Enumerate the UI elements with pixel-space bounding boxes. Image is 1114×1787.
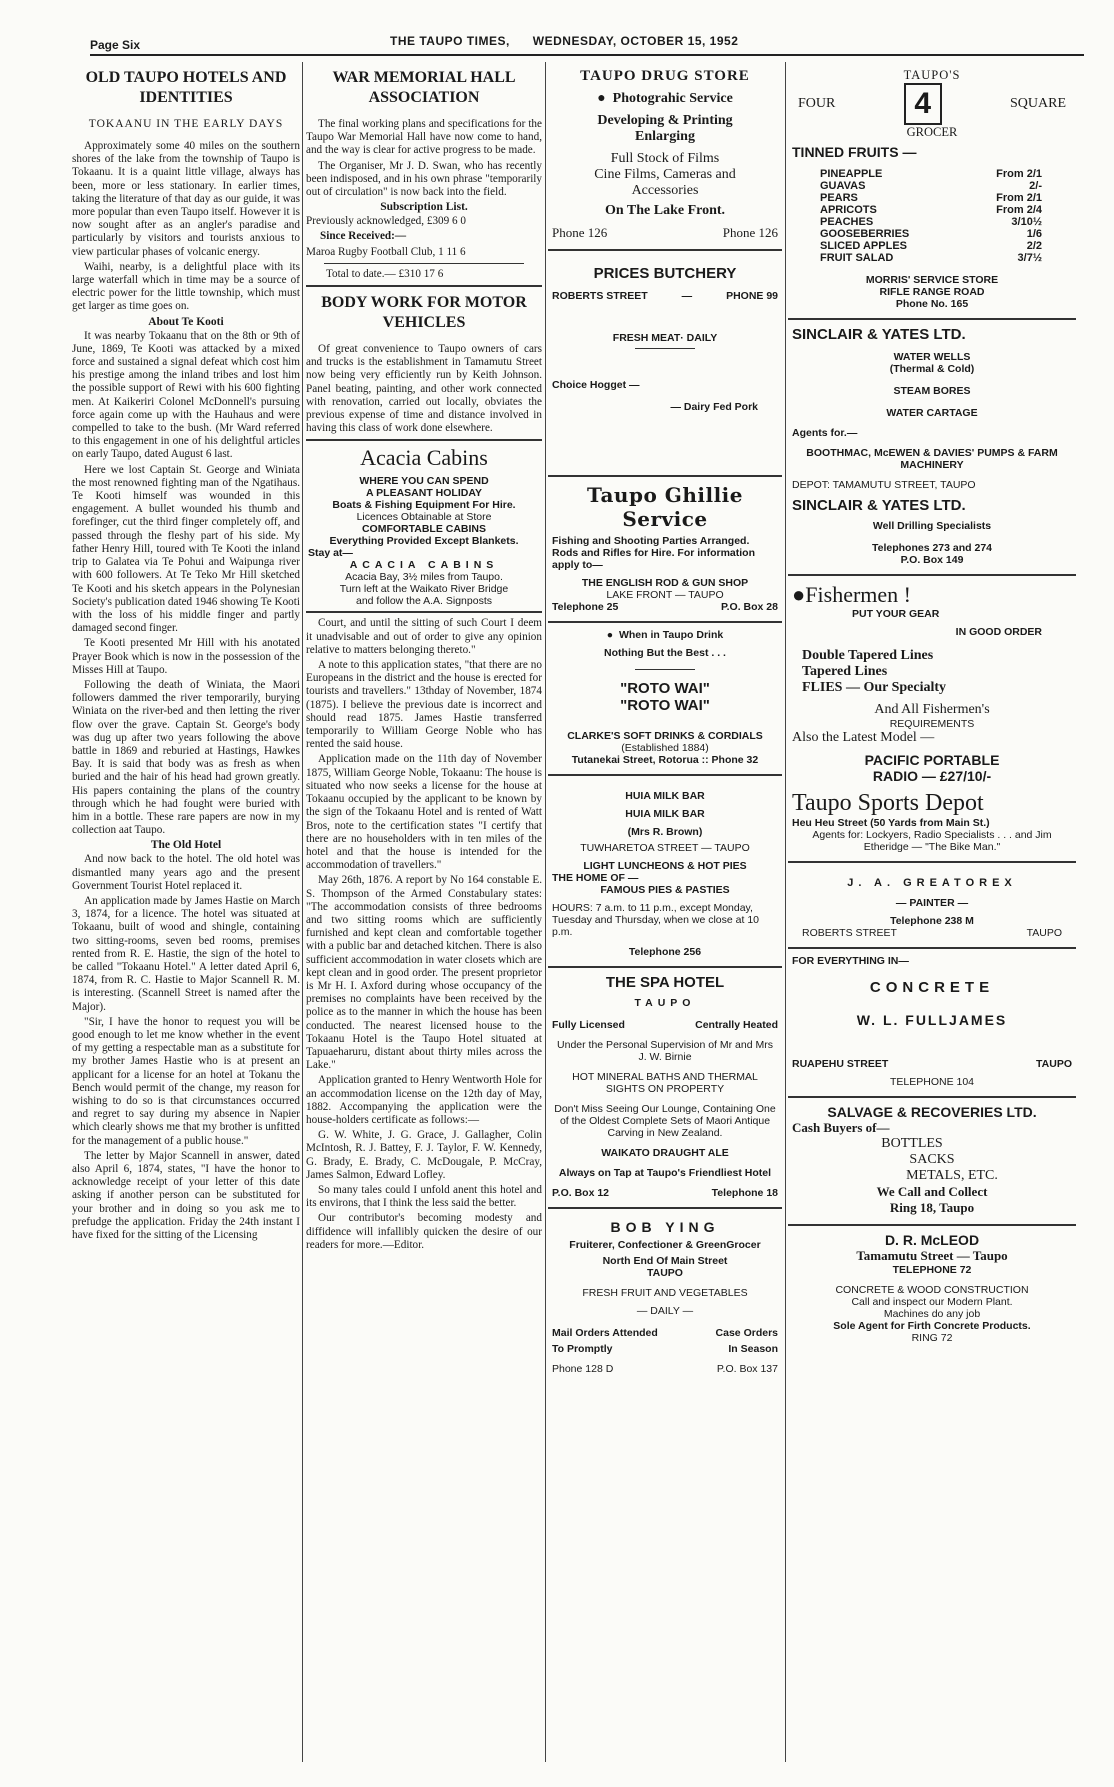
ad-line: Call and inspect our Modern Plant. <box>851 1296 1013 1308</box>
page-header <box>90 34 1074 56</box>
ad-line: PACIFIC PORTABLE <box>864 752 1000 768</box>
ad-line: TAUPO'S <box>903 68 961 82</box>
ad-line: ACACIA CABINS <box>349 559 499 572</box>
item-name: PEARS <box>820 192 858 204</box>
header-rule <box>90 54 1084 56</box>
ad-line: Agents for: Lockyers, Radio Specialists . . . and Jim Etheridge — "The Bike Man." <box>812 829 1052 853</box>
ad-line-text: Photograhic Service <box>612 91 733 106</box>
kicker: TOKAANU IN THE EARLY DAYS <box>88 118 284 130</box>
ad-row <box>552 1019 778 1031</box>
price-row <box>792 192 1072 204</box>
ad-line: FOR EVERYTHING IN— <box>792 955 909 967</box>
item-name: GUAVAS <box>820 180 866 192</box>
ad-line: HOURS: 7 a.m. to 11 p.m., except Monday, Tuesday and Thursday, when we close at 10 p.m. <box>552 902 760 938</box>
ad-line: TELEPHONE 72 <box>892 1264 972 1276</box>
address: TAUPO <box>1036 1058 1072 1070</box>
ad-title <box>792 582 1072 608</box>
ad-line: WAIKATO DRAUGHT ALE <box>601 1147 729 1159</box>
ad-line: TUWHARETOA STREET — TAUPO <box>580 842 750 854</box>
ad-line: CONCRETE <box>869 979 995 996</box>
item-price: From 2/4 <box>996 204 1042 216</box>
ad-line: RIFLE RANGE ROAD <box>879 286 985 298</box>
column-divider <box>785 62 786 1762</box>
page-number: Page Six <box>90 38 141 52</box>
ad-line: Tapered Lines <box>802 664 888 679</box>
ad-line: Rods and Rifles for Hire. For information apply to— <box>552 547 756 571</box>
ad-line: WATER CARTAGE <box>886 407 978 419</box>
paragraph: Waihi, nearby, is a delightful place with its large waterfall which in time may be a source of electric power for the little township, which must get larger as time goes on. <box>72 260 300 313</box>
ad-huia-milk-bar <box>548 776 782 968</box>
ad-line: WHERE YOU CAN SPEND <box>359 475 489 488</box>
address: RUAPEHU STREET <box>792 1058 889 1070</box>
ad-line: — PAINTER — <box>895 897 969 909</box>
ad-line: DEPOT: TAMAMUTU STREET, TAUPO <box>792 479 976 491</box>
ad-line: HOT MINERAL BATHS AND THERMAL SIGHTS ON PROPERTY <box>572 1071 758 1095</box>
ad-fulljames-concrete <box>788 949 1076 1098</box>
ad-line: Telephone 238 M <box>890 915 974 927</box>
ad-line: GROCER <box>906 125 958 139</box>
ad-line: (Thermal & Cold) <box>889 363 975 375</box>
ad-title: THE SPA HOTEL <box>605 974 725 991</box>
ad-line: FRESH FRUIT AND VEGETABLES <box>582 1287 748 1299</box>
subheading: The Old Hotel <box>150 839 222 852</box>
paragraph: The Organiser, Mr J. D. Swan, who has recently been indisposed, and in his own phrase "temporarily out of circulation" is now back into the field. <box>306 159 542 199</box>
ad-taupo-drug-store <box>548 62 782 251</box>
masthead-title: THE TAUPO TIMES, <box>390 34 510 48</box>
ad-greatorex <box>788 863 1076 949</box>
ad-row <box>552 1327 778 1339</box>
paragraph: Our contributor's becoming modesty and diffidence will infallibly quicken the desire of our readers for more.—Editor. <box>306 1212 542 1251</box>
bullet-icon: ● <box>606 629 614 641</box>
paragraph: It was nearby Tokaanu that on the 8th or 9th of June, 1869, Te Kooti was attacked by a mixed force and sustained a signal defeat which cost him his prestige among the inland tribes and lost him the possible support of Rewi with his 600 fighting men. At Kaikeriri Colonel McDonnell's pursuing force again come up with the Hauhaus and were compelled to take to the bush. (Mr Ward referred to this engagement in one of his delightful articles on early Taupo, dated August 6 last. <box>72 329 300 461</box>
ad-line: Everything Provided Except Blankets. <box>329 535 519 548</box>
ad-line: Stay at— <box>308 547 353 560</box>
ad-line: and follow the A.A. Signposts <box>355 595 492 608</box>
paragraph: So many tales could I unfold anent this hotel and its environs, that I think the less said the better. <box>306 1183 542 1210</box>
headline: OLD TAUPO HOTELS AND IDENTITIES <box>85 69 287 106</box>
ad-line: Machines do any job <box>883 1308 981 1320</box>
ad-line: TINNED FRUITS — <box>792 144 917 160</box>
column-divider <box>545 62 546 1762</box>
ad-line: THE ENGLISH ROD & GUN SHOP <box>581 577 749 589</box>
ad-line: Turn left at the Waikato River Bridge <box>339 583 509 596</box>
ad-line: Double Tapered Lines <box>802 648 934 663</box>
phone: Telephone 25 <box>552 601 619 613</box>
paragraph: Here we lost Captain St. George and Winiata the most renowned fighting man of the Ngatihaus. Te Kooti himself was wounded in this engagement. A bullet wounded his thumb and forefinger, cut the third finger completely off, and passed through the fleshy part of his side. My father Henry Hill, toured with Te Kooti the inland trip to Galatea via Te Pohui and Waipunga river with 600 followers. At Te Teko Mr Hill sketched Te Kooti and his sketch appears in the Polynesian Society's publication dated 1946 showing Te Kooti with the loss of his middle finger and partly damaged second finger. <box>72 463 300 635</box>
phone: Phone 126 <box>722 225 778 240</box>
ad-line: THE HOME OF — <box>552 872 639 884</box>
item-name: PINEAPPLE <box>820 168 883 180</box>
item-name: APRICOTS <box>820 204 877 216</box>
ad-line: We Call and Collect <box>876 1184 988 1199</box>
ad-mcleod <box>788 1226 1076 1352</box>
phone: PHONE 99 <box>726 290 778 302</box>
item-name: FRUIT SALAD <box>820 252 894 264</box>
ad-line: Sole Agent for Firth Concrete Products. <box>833 1320 1031 1332</box>
ad-line: Fishing and Shooting Parties Arranged. <box>552 535 750 547</box>
paragraph: And now back to the hotel. The old hotel was dismantled many years ago and the present Government Tourist Hotel replaced it. <box>72 853 300 892</box>
paragraph: An application made by James Hastie on March 3, 1874, for a licence. The hotel was situated at Tokaanu, built of wood and shingle, containing two sitting-rooms, seven bed rooms, premises rented from R. E. Hastie, the sign of the hotel to be called "Tokaanu Hotel." A letter dated April 6, 1874, from R. C. Hastie to Major Scannell R. M. is interesting. (Scannell Street is named after the Major). <box>72 894 300 1013</box>
item-name: GOOSEBERRIES <box>820 228 910 240</box>
paragraph: A note to this application states, "that there are no Europeans in the district and the house is erected for tourists and travellers." 13thday of November, 1874 (1875). I believe the previous date is incorrect and should read 1875. James Hastie transferred temporarily to William George Noble who has rented the said house. <box>306 659 542 751</box>
subheading: About Te Kooti <box>148 315 224 328</box>
subheading: Subscription List. <box>380 201 468 214</box>
ad-line: Mail Orders Attended <box>552 1327 658 1339</box>
bullet-icon: ● <box>597 91 606 106</box>
ad-line: FRESH MEAT· DAILY <box>612 332 718 344</box>
paragraph: The final working plans and specifications for the Taupo War Memorial Hall have now come to hand, and the way is clear for active progress to be made. <box>306 118 542 157</box>
ad-title: Taupo Sports Depot <box>792 790 984 816</box>
ad-line: Choice Hogget — <box>552 379 640 391</box>
ad-line: Heu Heu Street (50 Yards from Main St.) <box>792 817 990 829</box>
ad-line: Acacia Bay, 3½ miles from Taupo. <box>345 571 503 584</box>
ad-line: To Promptly <box>552 1343 613 1355</box>
ad-row: ROBERTS STREET — PHONE 99 <box>552 290 778 302</box>
ad-phones <box>552 225 778 241</box>
paragraph: "Sir, I have the honor to request you will be good enough to let me know whether in the event of my getting a respectable man as a substitute for my brother James Hastie who is at present an applicant for a license for an hotel at Tokanu the Bench would permit of the change, my reason for wishing to do so is that circumstances occurred and regret to say during my absence in Napier which clearly shows me that my brother is unfitted for the management of a public house." <box>72 1015 300 1147</box>
ad-line: Centrally Heated <box>695 1019 778 1031</box>
paragraph: Application granted to Henry Wentworth Hole for an accommodation license on the 12th day of May, 1882. Accompanying the application were the house-holders certificate as follows:— <box>306 1074 542 1126</box>
ad-line: Cine Films, Cameras and <box>594 167 736 182</box>
ad-line: (Mrs R. Brown) <box>627 826 703 838</box>
ad-line: Fruiterer, Confectioner & GreenGrocer <box>569 1239 761 1251</box>
item-name: PEACHES <box>820 216 874 228</box>
ad-line: REQUIREMENTS <box>889 718 975 730</box>
ad-line: Fully Licensed <box>552 1019 625 1031</box>
article-old-taupo-hotels <box>72 62 300 1244</box>
ad-line: Accessories <box>631 183 699 198</box>
ad-line: BOTTLES <box>881 1136 943 1151</box>
ad-salvage-recoveries <box>788 1098 1076 1226</box>
ad-bob-ying <box>548 1209 782 1383</box>
ad-fishermen-sports-depot <box>788 576 1076 863</box>
ad-title: TAUPO DRUG STORE <box>580 68 750 84</box>
ad-line: LIGHT LUNCHEONS & HOT PIES <box>583 860 747 872</box>
ad-title: D. R. McLEOD <box>884 1232 980 1248</box>
ad-line: Cash Buyers of— <box>792 1120 890 1135</box>
ad-line <box>552 91 778 107</box>
price-row <box>792 168 1072 180</box>
ad-line: TELEPHONE 104 <box>889 1076 975 1088</box>
phone: Phone 128 D <box>552 1363 614 1375</box>
ad-line: Well Drilling Specialists <box>872 520 992 532</box>
ad-line: WATER WELLS <box>893 351 971 363</box>
ad-line: TAUPO <box>634 997 696 1009</box>
ad-sinclair-yates <box>788 320 1076 576</box>
item-price: 1/6 <box>1026 228 1042 240</box>
ad-title: BOB YING <box>610 1219 720 1235</box>
ad-line: Tutanekai Street, Rotorua :: Phone 32 <box>571 754 759 766</box>
headline: BODY WORK FOR MOTOR VEHICLES <box>321 294 527 332</box>
item-price: From 2/1 <box>996 168 1042 180</box>
ad-line: HUIA MILK BAR <box>625 790 705 802</box>
column-three-ads <box>548 62 782 1383</box>
ad-line: STEAM BORES <box>893 385 971 397</box>
ad-line: BOOTHMAC, McEWEN & DAVIES' PUMPS & FARM MACHINERY <box>806 447 1058 471</box>
item-price: 2/- <box>1029 180 1042 192</box>
ad-taupo-ghillie-service <box>548 477 782 623</box>
address: ROBERTS STREET <box>802 927 897 939</box>
price-row <box>792 180 1072 192</box>
ad-line: RADIO — £27/10/- <box>872 768 992 784</box>
ad-title: Acacia Cabins <box>360 445 488 471</box>
po-box: P.O. Box 12 <box>552 1187 610 1199</box>
ad-row <box>792 927 1072 939</box>
paragraph: The letter by Major Scannell in answer, dated also April 6, 1874, states, "I have the honor to acknowledge receipt of your letter of this date asking if another person can be substituted for your brother and in doing so you ask me to prefudge the application. Friday the 24th instant I have fixed for the sitting of the Licensing <box>72 1149 300 1242</box>
column-four-ads <box>788 62 1076 1352</box>
ad-line: MORRIS' SERVICE STORE <box>865 274 999 286</box>
ad-acacia-cabins <box>306 439 542 613</box>
item-name: SLICED APPLES <box>820 240 907 252</box>
rule <box>324 263 524 264</box>
ad-line: LAKE FRONT — TAUPO <box>606 589 724 601</box>
ad-line: Phone No. 165 <box>895 298 969 310</box>
ad-title: W. L. FULLJAMES <box>856 1012 1008 1028</box>
ad-title-text: Fishermen ! <box>805 582 911 607</box>
item-price: 3/7½ <box>1017 252 1042 264</box>
subscription-line: Maroa Rugby Football Club, 1 11 6 <box>306 245 466 258</box>
ad-line: Don't Miss Seeing Our Lounge, Containing One of the Oldest Complete Sets of Maori Antique Carving in New Zealand. <box>554 1103 776 1139</box>
ad-row <box>552 601 778 613</box>
ad-line: RING 72 <box>911 1332 953 1344</box>
rule <box>635 669 695 670</box>
subscription-total: Total to date.— £310 17 6 <box>326 267 444 280</box>
po-box: P.O. Box 28 <box>720 601 778 613</box>
ad-line: Always on Tap at Taupo's Friendliest Hotel <box>558 1167 772 1179</box>
ad-row <box>792 1058 1072 1070</box>
paragraph: Court, and until the sitting of such Court I deem it unadvisable and out of order to give any opinion relative to matters belonging thereto." <box>306 617 542 656</box>
ad-four-square <box>788 62 1076 320</box>
ad-title: SINCLAIR & YATES LTD. <box>792 497 966 514</box>
ad-title: SINCLAIR & YATES LTD. <box>792 326 966 343</box>
ad-line: In Season <box>728 1343 778 1355</box>
ad-line: CLARKE'S SOFT DRINKS & CORDIALS <box>567 730 763 742</box>
ad-line: On The Lake Front. <box>604 203 726 218</box>
item-price: From 2/1 <box>996 192 1042 204</box>
ad-line-text: When in Taupo Drink <box>618 629 724 641</box>
item-price: 3/10½ <box>1011 216 1042 228</box>
issue-date: WEDNESDAY, OCTOBER 15, 1952 <box>532 34 739 48</box>
ad-line: Full Stock of Films <box>610 151 720 166</box>
ad-line: Enlarging <box>635 129 695 144</box>
po-box: P.O. Box 137 <box>716 1363 778 1375</box>
ad-line: PUT YOUR GEAR <box>852 608 940 620</box>
paragraph: Of great convenience to Taupo owners of cars and trucks is the establishment in Tamamutu Street now being very efficiently run by Keith Johnson. Panel beating, painting, and other work connected with renovation, carried out locally, obviates the previous expense of time and distance involved in having this class of work done elsewhere. <box>306 343 542 435</box>
masthead <box>390 34 738 48</box>
ad-line: IN GOOD ORDER <box>955 626 1042 638</box>
ad-row <box>552 1363 778 1375</box>
ad-line: TAUPO <box>647 1267 683 1279</box>
paragraph: Application made on the 11th day of November 1875, William George Noble, Tokaanu: The house is situated who now seeks a license for the house at Tokaanu occupied by the applicant to be known by the sign of the Tokaanu Hotel and is rented of Watt Bros, note to the certification states "I certify that there are no householders with in ten miles of the hotel and that the house is intended for the accommodation of travellers." <box>306 753 542 872</box>
ad-line: Boats & Fishing Equipment For Hire. <box>332 499 516 512</box>
item-price: 2/2 <box>1026 240 1042 252</box>
ad-line: Tamamutu Street — Taupo <box>856 1248 1008 1263</box>
paragraph: Following the death of Winiata, the Maori followers dammed the river temporarily, burying Winiata on the river-bed and then letting the river flow over the grave. Captain St. George's body was dug up after two years following the above battle in 1869 and reburied at Hastings, Hawkes Bay. It is said that body was as fresh as when buried and the hair of his head had grown greatly. His papers containing the plans of the country through which he had fought were buried with him in a bottle. These rare papers are now in my collection aat Taupo. <box>72 678 300 837</box>
ad-line: Also the Latest Model — <box>792 730 935 745</box>
ad-line: Developing & Printing <box>597 113 733 128</box>
ad-line: Ring 18, Taupo <box>889 1200 975 1215</box>
ad-line: FOUR <box>798 96 836 111</box>
ad-line: — Dairy Fed Pork <box>670 401 758 413</box>
ad-line <box>552 629 778 641</box>
phone: Phone 126 <box>552 225 608 240</box>
ad-prices-butchery <box>548 251 782 477</box>
ad-line: Licences Obtainable at Store <box>356 511 492 524</box>
price-row <box>792 252 1072 264</box>
ad-line: SQUARE <box>1009 96 1066 111</box>
ad-title: J. A. GREATOREX <box>847 877 1017 889</box>
bullet-icon: ● <box>792 582 806 607</box>
paragraph: Approximately some 40 miles on the southern shores of the lake from the township of Taupo is Tokaanu. It is a quaint little village, always has been, more or less stationary. In earlier times, taking the literature of that day as our guide, it was more popular than even Taupo itself. However it is now sought after as an angler's paradise and particularly by visitors and tourists anxious to view particular phases of volcanic energy. <box>72 140 300 258</box>
column-divider <box>302 62 303 1762</box>
address: ROBERTS STREET <box>552 290 648 302</box>
price-row <box>792 204 1072 216</box>
rule <box>306 285 542 287</box>
paragraph: May 26th, 1876. A report by No 164 constable E. S. Thompson of the Armed Constabulary states: "The accommodation consists of three bedrooms and two sitting rooms which are sufficiently furnished and kept clean and comfortable together with a public bar and detached kitchen. There is also sufficient accommodation in water closets which are kept clean and in good order. The present proprietor is Mr H. I. Axford during whose occupancy of the premises no complaints have been received by the police as to the manner in which the house has been conducted. The nearest licensed house to the Tokaanu Hotel is the Taupo Hotel situated at Tapuaeharuru, distant about thirty miles across the Lake." <box>306 874 542 1072</box>
ad-line: And All Fishermen's <box>874 702 990 717</box>
ad-line: A PLEASANT HOLIDAY <box>366 487 482 500</box>
price-row <box>792 216 1072 228</box>
ad-roto-wai <box>548 623 782 776</box>
ad-spa-hotel <box>548 968 782 1209</box>
ad-title: PRICES BUTCHERY <box>593 265 737 282</box>
ad-line: Case Orders <box>715 1327 778 1339</box>
ad-row <box>552 1187 778 1199</box>
ad-line: Under the Personal Supervision of Mr and Mrs J. W. Birnie <box>557 1039 773 1063</box>
paragraph: Te Kooti presented Mr Hill with his anotated Prayer Book which is now in the possession of the Misses Hill at Taupo. <box>72 637 300 676</box>
ad-line: Telephone 256 <box>628 946 702 958</box>
subscription-line: Previously acknowledged, £309 6 0 <box>306 215 467 228</box>
address: TAUPO <box>1026 927 1062 939</box>
ad-line: SACKS <box>909 1152 955 1167</box>
ad-line: "ROTO WAI" <box>620 697 710 714</box>
column-two <box>306 62 542 1254</box>
ad-line: COMFORTABLE CABINS <box>361 523 487 536</box>
ad-line: FLIES — Our Specialty <box>802 680 947 695</box>
ad-line: Agents for.— <box>792 427 858 439</box>
ad-line: "ROTO WAI" <box>620 680 710 697</box>
subscription-line: Since Received:— <box>320 230 407 243</box>
ad-line: (Established 1884) <box>621 742 709 754</box>
ad-line: METALS, ETC. <box>906 1168 998 1183</box>
four-square-logo-icon: 4 <box>904 83 942 125</box>
ad-row <box>552 1343 778 1355</box>
phone: Telephone 18 <box>711 1187 778 1199</box>
four-square-logo <box>792 83 1072 125</box>
rule <box>635 348 695 349</box>
price-row <box>792 228 1072 240</box>
ad-line: HUIA MILK BAR <box>625 808 705 820</box>
ad-line: Telephones 273 and 274 <box>871 542 993 554</box>
ad-line: P.O. Box 149 <box>900 554 964 566</box>
ad-title: Taupo Ghillie Service <box>587 483 743 531</box>
ad-line: Nothing But the Best . . . <box>604 647 726 659</box>
headline: WAR MEMORIAL HALL ASSOCIATION <box>332 69 516 106</box>
price-row <box>792 240 1072 252</box>
ad-line: CONCRETE & WOOD CONSTRUCTION <box>835 1284 1029 1296</box>
ad-line: North End Of Main Street <box>602 1255 728 1267</box>
ad-line: — DAILY — <box>636 1305 694 1317</box>
ad-line: FAMOUS PIES & PASTIES <box>600 884 730 896</box>
paragraph: G. W. White, J. G. Grace, J. Gallagher, Colin McIntosh, R. J. Battey, F. J. Taylor, F. W. Kennedy, G. Brady, E. Brady, C. McDougale, P. McCray, James Salmon, Edward Lofley. <box>306 1129 542 1181</box>
ad-title: SALVAGE & RECOVERIES LTD. <box>827 1104 1037 1120</box>
